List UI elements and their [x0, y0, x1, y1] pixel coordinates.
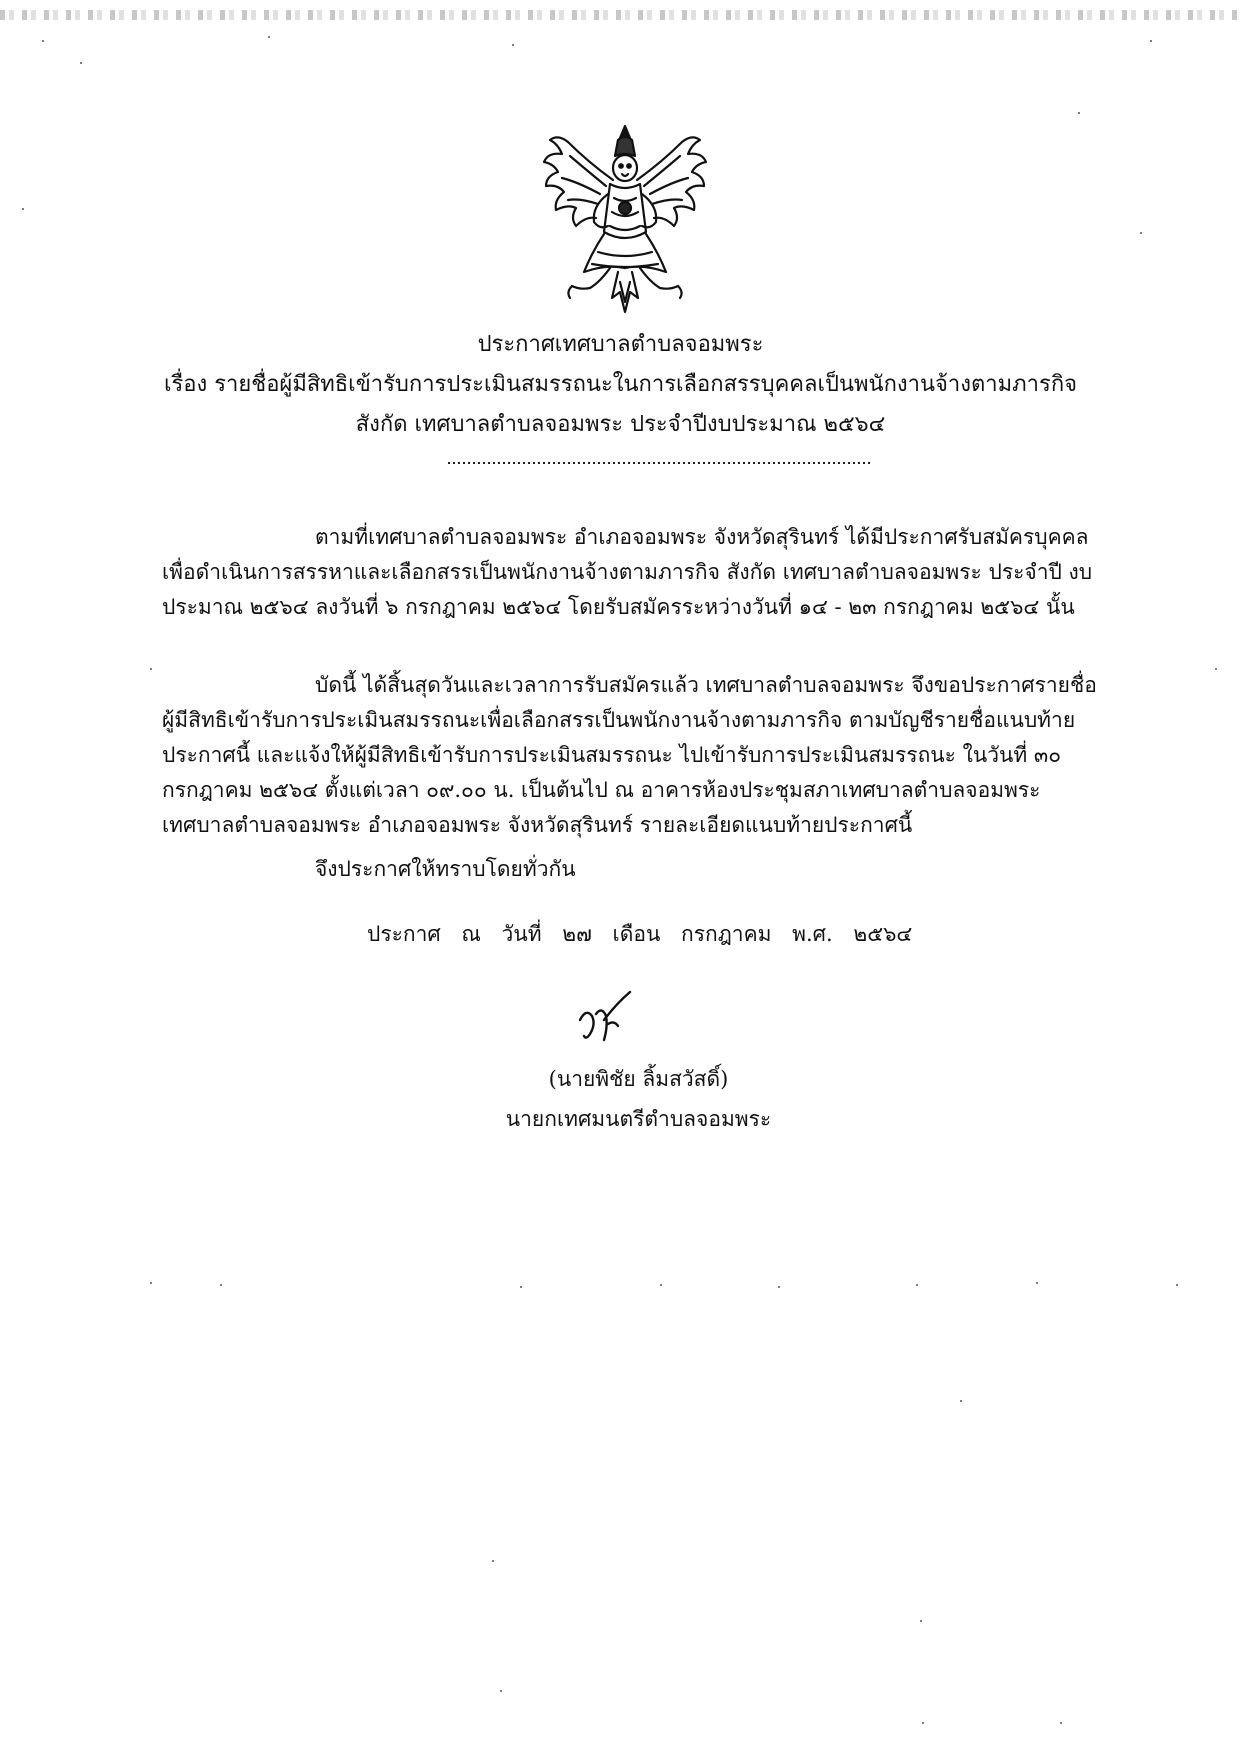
scan-speck [520, 1286, 522, 1288]
signatory-name: (นายพิชัย ลิ้มสวัสดิ์) [548, 1067, 729, 1091]
scan-speck [660, 1284, 662, 1286]
scan-speck [1150, 40, 1152, 42]
scan-speck [1036, 1282, 1038, 1284]
heading-organization: ประกาศเทศบาลตำบลจอมพระ [477, 332, 764, 357]
scan-speck [1078, 112, 1080, 114]
scan-speck [500, 1690, 502, 1692]
closing-statement: จึงประกาศให้ทราบโดยทั่วกัน [315, 857, 576, 881]
garuda-emblem-icon [540, 122, 710, 320]
scan-speck [492, 1560, 494, 1562]
body-paragraph-2: บัดนี้ ได้สิ้นสุดวันและเวลาการรับสมัครแล้ว เทศบาลตำบลจอมพระ จึงขอประกาศรายชื่อ ผู้มีสิทธิเข้ารับการประเมินสมรรถนะเพื่อเลือกสรรเป็นพนักงานจ้างตามภารกิจ ตามบัญชีรายชื่อแนบท้าย ประกาศนี้ และแจ้งให้ผู้มีสิทธิเข้ารับการประเมินสมรรถนะ ไปเข้ารับการประเมินสมรรถนะ ในวันที่ ๓๐ กรกฎาคม ๒๕๖๔ ตั้งแต่เวลา ๐๙.๐๐ น. เป็นต้นไป ณ อาคารห้องประชุมสภาเทศบาลตำบลจอมพระ เทศบาลตำบลจอมพระ อำเภอจอมพระ จังหวัดสุรินทร์ รายละเอียดแนบท้ายประกาศนี้ [162, 673, 1097, 837]
scan-speck [922, 1722, 924, 1724]
scan-edge-artifact [0, 10, 1241, 20]
scan-speck [22, 208, 24, 210]
dotted-divider [448, 462, 872, 464]
scan-speck [1215, 668, 1217, 670]
body-paragraph-1: ตามที่เทศบาลตำบลจอมพระ อำเภอจอมพระ จังหวัดสุรินทร์ ได้มีประกาศรับสมัครบุคคล เพื่อดำเนินการสรรหาและเลือกสรรเป็นพนักงานจ้างตามภารกิจ สังกัด เทศบาลตำบลจอมพระ ประจำปี งบประมาณ ๒๕๖๔ ลงวันที่ ๖ กรกฎาคม ๒๕๖๔ โดยรับสมัครระหว่างวันที่ ๑๔ - ๒๓ กรกฎาคม ๒๕๖๔ นั้น [162, 525, 1093, 619]
scan-speck [1060, 1722, 1062, 1724]
heading-subject: เรื่อง รายชื่อผู้มีสิทธิเข้ารับการประเมินสมรรถนะในการเลือกสรรบุคคลเป็นพนักงานจ้างตามภารกิจ [163, 372, 1078, 397]
signatory-position: นายกเทศมนตรีตำบลจอมพระ [505, 1107, 772, 1131]
scan-speck [150, 1282, 152, 1284]
scan-speck [42, 40, 44, 42]
scan-speck [220, 1284, 222, 1286]
heading-affiliation: สังกัด เทศบาลตำบลจอมพระ ประจำปีงบประมาณ ๒๕๖๔ [355, 412, 886, 437]
scan-speck [960, 1400, 962, 1402]
scan-speck [916, 1284, 918, 1286]
scan-speck [778, 1286, 780, 1288]
scan-speck [150, 668, 152, 670]
scan-speck [268, 36, 270, 38]
scan-speck [1176, 1284, 1178, 1286]
scan-speck [1140, 232, 1142, 234]
scan-speck [80, 62, 82, 64]
scan-speck [920, 1620, 922, 1622]
handwritten-signature-icon [574, 990, 634, 1048]
announcement-date: ประกาศ ณ วันที่ ๒๗ เดือน กรกฎาคม พ.ศ. ๒๕๖๔ [367, 922, 913, 946]
scan-speck [512, 44, 514, 46]
